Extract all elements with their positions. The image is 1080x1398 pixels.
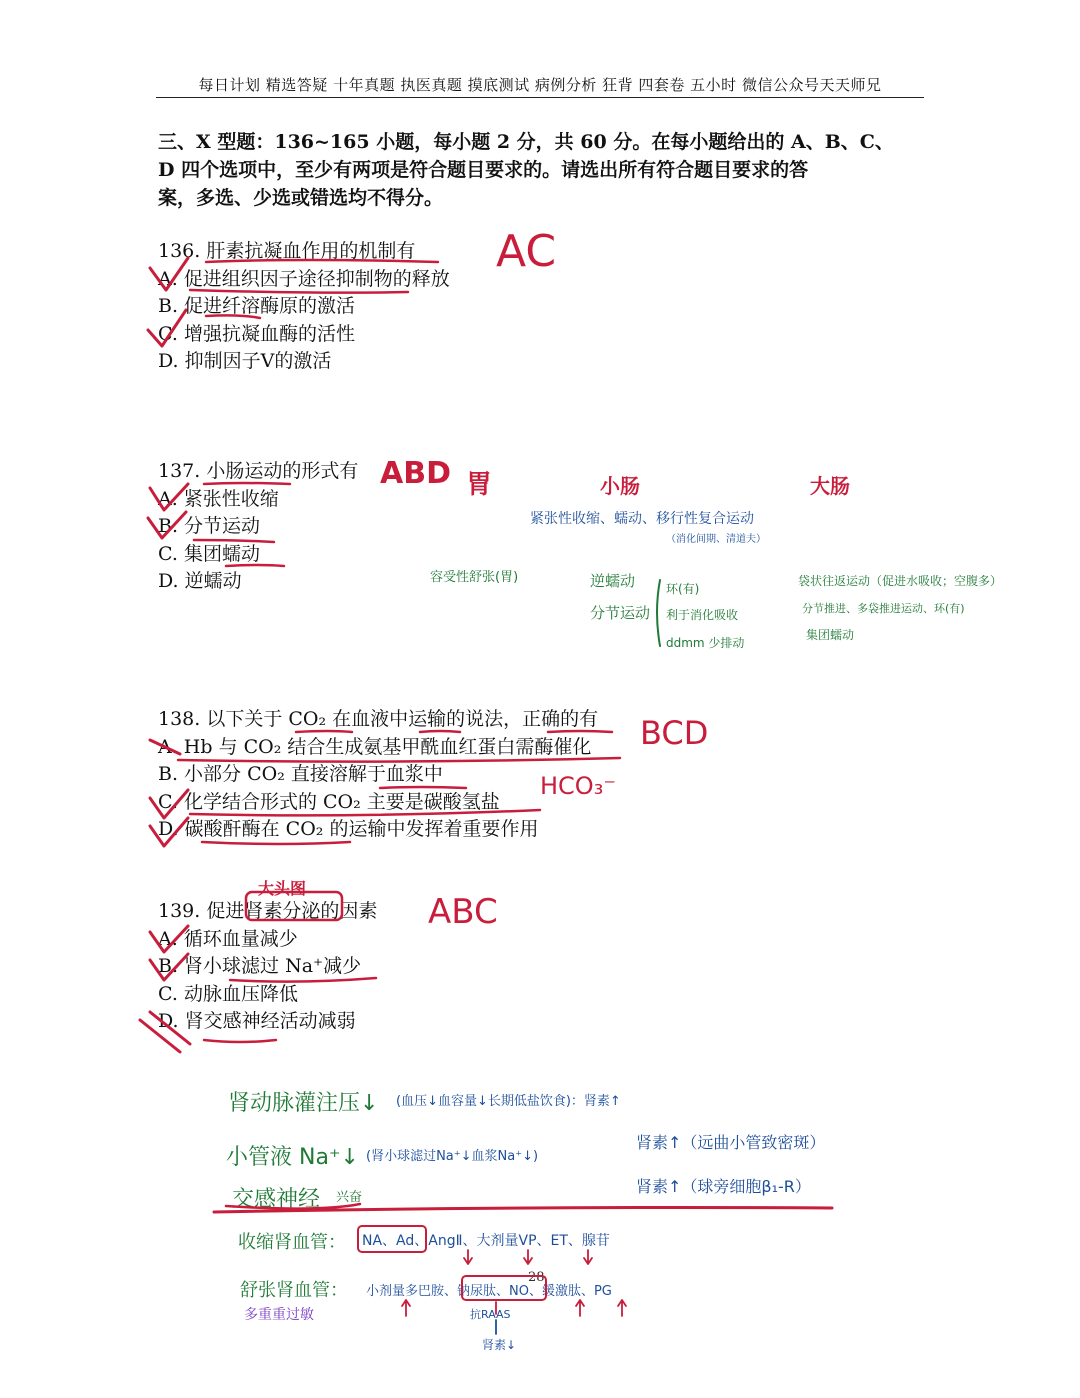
note-small-intestine: 小肠 bbox=[600, 474, 640, 498]
note-li-1: 袋状往返运动（促进水吸收；空腹多） bbox=[798, 574, 1003, 588]
bracket bbox=[657, 580, 660, 646]
note-seg-1: 环(有) bbox=[666, 582, 700, 596]
note-segmentation: 分节运动 bbox=[590, 604, 651, 622]
option-c: C. 增强抗凝血酶的活性 bbox=[158, 322, 355, 345]
question-138 bbox=[158, 706, 598, 844]
question-stem: 139. 促进肾素分泌的因素 bbox=[158, 900, 378, 922]
note-hco3: HCO₃⁻ bbox=[540, 772, 616, 800]
option-b: B. 肾小球滤过 Na⁺减少 bbox=[158, 955, 362, 978]
question-139 bbox=[158, 898, 377, 1036]
note-seg-3: ddmm 少排动 bbox=[666, 636, 745, 650]
renin-row2c: 肾素↑（远曲小管致密斑） bbox=[636, 1133, 826, 1152]
renin-row1b: (血压↓血容量↓长期低盐饮食)：肾素↑ bbox=[396, 1094, 621, 1109]
renin-row5b: 小剂量多巴胺、钠尿肽、NO、缓激肽、PG bbox=[366, 1284, 612, 1299]
option-d: D. 抑制因子V的激活 bbox=[158, 350, 332, 373]
renin-row5d: 肾素↓ bbox=[482, 1338, 517, 1352]
option-a: A. 促进组织因子途径抑制物的释放 bbox=[158, 267, 450, 290]
option-b: B. 分节运动 bbox=[158, 515, 261, 538]
renin-row5c: 抗RAAS bbox=[470, 1308, 511, 1321]
answer-138: BCD bbox=[640, 714, 709, 752]
instructions-line: 案，多选、少选或错选均不得分。 bbox=[158, 187, 444, 209]
question-stem: 136. 肝素抗凝血作用的机制有 bbox=[158, 240, 416, 262]
arrow bbox=[464, 1250, 472, 1264]
option-c: C. 动脉血压降低 bbox=[158, 982, 298, 1005]
arrow bbox=[402, 1300, 410, 1316]
renin-row3: 交感神经 bbox=[232, 1187, 321, 1212]
renin-row5: 舒张肾血管： bbox=[240, 1280, 348, 1301]
option-b: B. 小部分 CO₂ 直接溶解于血浆中 bbox=[158, 763, 443, 786]
renin-row4: 收缩肾血管： bbox=[238, 1232, 346, 1253]
question-stem: 137. 小肠运动的形式有 bbox=[158, 460, 359, 482]
note-si-types: 紧张性收缩、蠕动、移行性复合运动 bbox=[530, 511, 754, 527]
question-stem: 138. 以下关于 CO₂ 在血液中运输的说法，正确的有 bbox=[158, 708, 599, 730]
renin-row3b: 兴奋 bbox=[336, 1190, 363, 1205]
section-instructions bbox=[158, 128, 928, 212]
option-d: D. 逆蠕动 bbox=[158, 570, 242, 593]
header-divider bbox=[156, 97, 924, 98]
option-a: A. Hb 与 CO₂ 结合生成氨基甲酰血红蛋白需酶催化 bbox=[158, 735, 592, 758]
option-c: C. 集团蠕动 bbox=[158, 542, 260, 565]
renin-row2: 小管液 Na⁺↓ bbox=[226, 1145, 359, 1170]
note-reverse: 逆蠕动 bbox=[590, 572, 636, 590]
option-d: D. 碳酸酐酶在 CO₂ 的运输中发挥着重要作用 bbox=[158, 818, 539, 841]
underline-stroke bbox=[204, 1040, 276, 1042]
option-c: C. 化学结合形式的 CO₂ 主要是碳酸氢盐 bbox=[158, 790, 500, 813]
note-li-3: 集团蠕动 bbox=[806, 628, 855, 642]
instructions-line: 三、X 型题：136~165 小题，每小题 2 分，共 60 分。在每小题给出的 A、B、C、 bbox=[158, 131, 894, 153]
option-d: D. 肾交感神经活动减弱 bbox=[158, 1010, 356, 1033]
answer-139: ABC bbox=[428, 892, 498, 932]
answer-136: AC bbox=[496, 226, 557, 277]
note-stomach-relax: 容受性舒张(胃) bbox=[430, 570, 519, 585]
arrow bbox=[524, 1250, 532, 1264]
option-b: B. 促进纤溶酶原的激活 bbox=[158, 295, 356, 318]
arrow bbox=[618, 1300, 626, 1316]
option-a: A. 循环血量减少 bbox=[158, 927, 298, 950]
question-137 bbox=[158, 458, 358, 596]
answer-137: ABD bbox=[380, 456, 451, 491]
note-139-label: 大头图 bbox=[258, 879, 307, 898]
note-stomach: 胃 bbox=[466, 470, 493, 500]
question-136 bbox=[158, 238, 450, 376]
note-large-intestine: 大肠 bbox=[810, 474, 850, 498]
arrow bbox=[584, 1250, 592, 1264]
note-li-2: 分节推进、多袋推进运动、环(有) bbox=[802, 602, 965, 615]
renin-row2b: (肾小球滤过Na⁺↓血浆Na⁺↓) bbox=[366, 1149, 539, 1164]
page-number: 28 bbox=[528, 1270, 545, 1285]
page-header: 每日计划 精选答疑 十年真题 执医真题 摸底测试 病例分析 狂背 四套卷 五小时 微信公众号天天师兄 bbox=[198, 76, 882, 94]
note-seg-2: 利于消化吸收 bbox=[666, 608, 739, 622]
arrow bbox=[576, 1300, 584, 1316]
renin-row1: 肾动脉灌注压↓ bbox=[228, 1091, 379, 1116]
renin-row3c: 肾素↑（球旁细胞β₁-R） bbox=[636, 1177, 811, 1196]
instructions-line: D 四个选项中，至少有两项是符合题目要求的。请选出所有符合题目要求的答 bbox=[158, 159, 809, 181]
note-si-types-sub: （消化间期、清道夫） bbox=[666, 534, 766, 545]
renin-row4b: NA、Ad、AngⅡ、大剂量VP、ET、腺苷 bbox=[362, 1233, 610, 1249]
option-a: A. 紧张性收缩 bbox=[158, 487, 279, 510]
renin-purple-note: 多重重过敏 bbox=[244, 1307, 314, 1323]
